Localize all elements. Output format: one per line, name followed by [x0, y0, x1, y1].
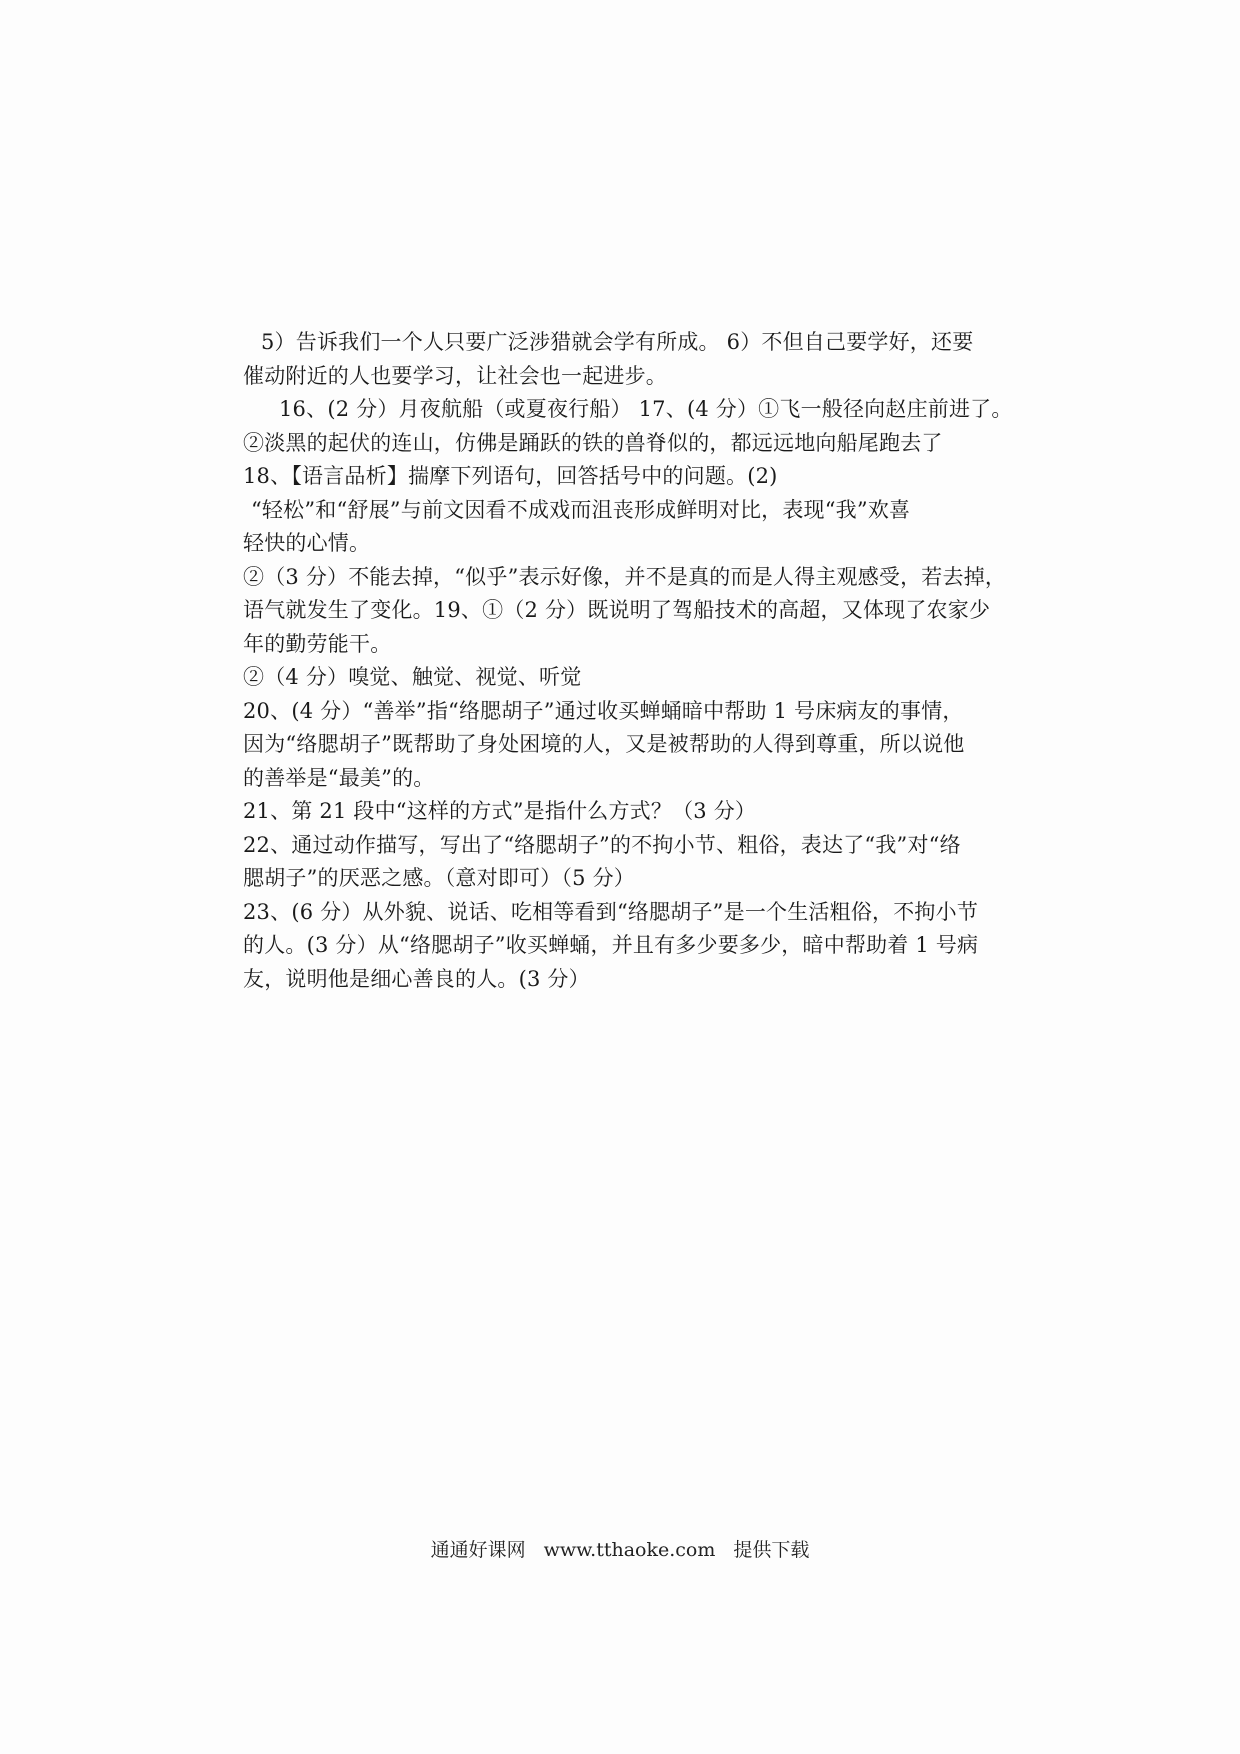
page-footer	[0, 1537, 1240, 1563]
footer-site-name: 通通好课网	[430, 1539, 526, 1561]
answer-line-q18-part1-cont: 轻快的心情。	[243, 531, 371, 555]
answer-line-q20: 20、(4 分）“善举”指“络腮胡子”通过收买蝉蛹暗中帮助 1 号床病友的事情，	[243, 698, 964, 723]
answer-line-q18: 18、【语言品析】揣摩下列语句，回答括号中的问题。(2)	[243, 464, 778, 488]
answer-line-q22-cont: 腮胡子”的厌恶之感。（意对即可）（5 分）	[243, 866, 635, 890]
answer-line-q19: 语气就发生了变化。19、①（2 分）既说明了驾船技术的高超，又体现了农家少	[243, 598, 991, 622]
answer-line-q19-part2: ②（4 分）嗅觉、触觉、视觉、听觉	[243, 665, 582, 689]
answer-line-q23-cont: 的人。(3 分）从“络腮胡子”收买蝉蛹，并且有多少要多少，暗中帮助着 1 号病	[243, 933, 979, 957]
answer-line-q16-q17: 16、(2 分）月夜航船（或夏夜行船） 17、(4 分）①飞一般径向赵庄前进了。	[279, 397, 1013, 421]
answer-line-q19-cont: 年的勤劳能干。	[243, 631, 392, 656]
answer-line-q5-q6: 5）告诉我们一个人只要广泛涉猎就会学有所成。 6）不但自己要学好，还要	[261, 330, 974, 354]
answer-line-q17-cont: ②淡黑的起伏的连山，仿佛是踊跃的铁的兽脊似的，都远远地向船尾跑去了	[243, 430, 943, 455]
footer-suffix: 提供下载	[733, 1539, 810, 1561]
answer-line-q18-part2: ②（3 分）不能去掉，“似乎”表示好像，并不是真的而是人得主观感受，若去掉，	[243, 564, 1007, 589]
answer-line-q20-cont: 因为“络腮胡子”既帮助了身处困境的人，又是被帮助的人得到尊重，所以说他	[243, 732, 965, 756]
answer-line-q6-cont: 催动附近的人也要学习，让社会也一起进步。	[243, 363, 667, 388]
footer-url: www.tthaoke.com	[543, 1539, 716, 1561]
answer-line-q21: 21、第 21 段中“这样的方式”是指什么方式？（3 分）	[243, 799, 757, 823]
answer-line-q20-end: 的善举是“最美”的。	[243, 765, 435, 790]
answer-line-q23-end: 友，说明他是细心善良的人。(3 分）	[243, 966, 590, 991]
answer-text-block	[243, 326, 1013, 996]
answer-line-q22: 22、通过动作描写，写出了“络腮胡子”的不拘小节、粗俗，表达了“我”对“络	[243, 832, 961, 857]
answer-line-q23: 23、(6 分）从外貌、说话、吃相等看到“络腮胡子”是一个生活粗俗，不拘小节	[243, 899, 979, 924]
answer-line-q18-part1: “轻松”和“舒展”与前文因看不成戏而沮丧形成鲜明对比，表现“我”欢喜	[251, 497, 911, 522]
